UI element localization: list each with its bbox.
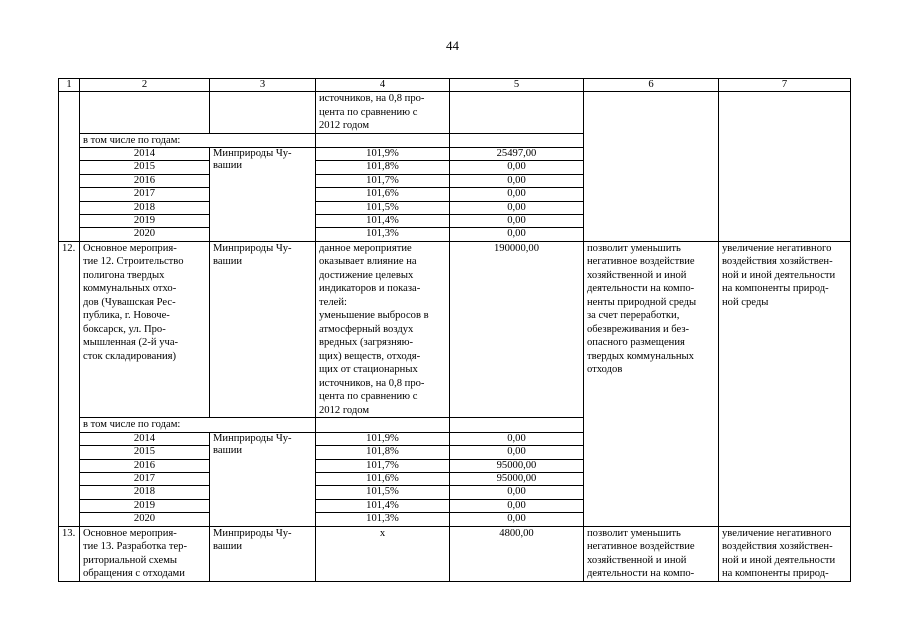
page-number: 44 <box>446 38 459 53</box>
amount-value: 0,00 <box>450 161 584 174</box>
column-header: 7 <box>719 79 851 92</box>
program-table <box>58 78 851 582</box>
effect-cell <box>584 92 719 242</box>
table-row <box>59 241 851 418</box>
amount-value: 0,00 <box>450 432 584 445</box>
title-cell <box>80 92 210 134</box>
measure-title: Основное мероприя- тие 13. Разработка тер- риториальной схемы обращения с отходами <box>80 526 210 581</box>
indicator-value: 101,8% <box>316 446 450 459</box>
amount-value: 0,00 <box>450 513 584 526</box>
year-cell: 2020 <box>80 228 210 241</box>
amount-value: 0,00 <box>450 215 584 228</box>
indicator-value: 101,8% <box>316 161 450 174</box>
table-row <box>59 526 851 581</box>
year-cell: 2018 <box>80 201 210 214</box>
executor-cell: Минприроды Чу- вашии <box>210 432 316 526</box>
indicator-value: 101,3% <box>316 228 450 241</box>
consequence-cell <box>719 92 851 242</box>
indicator-value: 101,9% <box>316 432 450 445</box>
year-cell: 2020 <box>80 513 210 526</box>
year-cell: 2019 <box>80 215 210 228</box>
column-header: 4 <box>316 79 450 92</box>
executor-cell <box>210 92 316 134</box>
effect-text: позволит уменьшить негативное воздействие хозяйственной и иной деятельности на компо- <box>584 526 719 581</box>
total-amount: 190000,00 <box>450 241 584 418</box>
row-number-cell <box>59 92 80 242</box>
amount-value: 0,00 <box>450 174 584 187</box>
column-header: 5 <box>450 79 584 92</box>
column-header: 1 <box>59 79 80 92</box>
indicator-value: 101,7% <box>316 174 450 187</box>
column-header: 6 <box>584 79 719 92</box>
amount-value: 0,00 <box>450 446 584 459</box>
indicator-value: 101,6% <box>316 473 450 486</box>
row-number: 12. <box>59 241 80 526</box>
effect-text: позволит уменьшить негативное воздействие хозяйственной и иной деятельности на компо- ненты природной среды за счет переработки, обезвреживания и без- опасного размещения твердых коммунальных отходов <box>584 241 719 526</box>
subheading: в том числе по годам: <box>80 418 316 433</box>
year-cell: 2017 <box>80 188 210 201</box>
year-cell: 2014 <box>80 432 210 445</box>
subheading: в том числе по годам: <box>80 133 316 148</box>
indicator-description: данное мероприятие оказывает влияние на достижение целевых индикаторов и показа- телей: уменьшение выбросов в атмосферный воздух вредных (загрязняю- щих) веществ, отходя- щих от стационарных источников, на 0,8 про- цента по сравнению с 2012 годом <box>316 241 450 418</box>
year-cell: 2018 <box>80 486 210 499</box>
indicator-value: х <box>316 526 450 581</box>
row-number: 13. <box>59 526 80 581</box>
year-cell: 2019 <box>80 499 210 512</box>
year-cell: 2014 <box>80 148 210 161</box>
amount-value: 0,00 <box>450 486 584 499</box>
column-header: 3 <box>210 79 316 92</box>
year-cell: 2015 <box>80 446 210 459</box>
year-cell: 2016 <box>80 174 210 187</box>
empty-cell <box>450 133 584 148</box>
column-header: 2 <box>80 79 210 92</box>
measure-title: Основное мероприя- тие 12. Строительство полигона твердых коммунальных отхо- дов (Чувашская Рес- публика, г. Новоче- боксарск, ул. Про- мышленная (2-й уча- сток складирования) <box>80 241 210 418</box>
consequence-text: увеличение негативного воздействия хозяйствен- ной и иной деятельности на компоненты природ- <box>719 526 851 581</box>
year-cell: 2016 <box>80 459 210 472</box>
executor-cell: Минприроды Чу- вашии <box>210 148 316 242</box>
indicator-value: 101,5% <box>316 201 450 214</box>
year-cell: 2017 <box>80 473 210 486</box>
amount-cell <box>450 92 584 134</box>
amount-value: 0,00 <box>450 228 584 241</box>
amount-value: 25497,00 <box>450 148 584 161</box>
total-amount: 4800,00 <box>450 526 584 581</box>
amount-value: 0,00 <box>450 201 584 214</box>
indicator-value: 101,9% <box>316 148 450 161</box>
empty-cell <box>450 418 584 433</box>
indicator-value: 101,5% <box>316 486 450 499</box>
year-cell: 2015 <box>80 161 210 174</box>
executor-cell: Минприроды Чу- вашии <box>210 526 316 581</box>
column-number-row <box>59 79 851 92</box>
empty-cell <box>316 418 450 433</box>
amount-value: 0,00 <box>450 499 584 512</box>
amount-value: 95000,00 <box>450 459 584 472</box>
amount-value: 95000,00 <box>450 473 584 486</box>
indicator-value: 101,4% <box>316 499 450 512</box>
indicator-value: 101,6% <box>316 188 450 201</box>
indicator-description: источников, на 0,8 про- цента по сравнению с 2012 годом <box>316 92 450 134</box>
amount-value: 0,00 <box>450 188 584 201</box>
indicator-value: 101,4% <box>316 215 450 228</box>
consequence-text: увеличение негативного воздействия хозяйствен- ной и иной деятельности на компоненты природ- ной среды <box>719 241 851 526</box>
table-row <box>59 92 851 134</box>
empty-cell <box>316 133 450 148</box>
executor-cell: Минприроды Чу- вашии <box>210 241 316 418</box>
indicator-value: 101,7% <box>316 459 450 472</box>
indicator-value: 101,3% <box>316 513 450 526</box>
